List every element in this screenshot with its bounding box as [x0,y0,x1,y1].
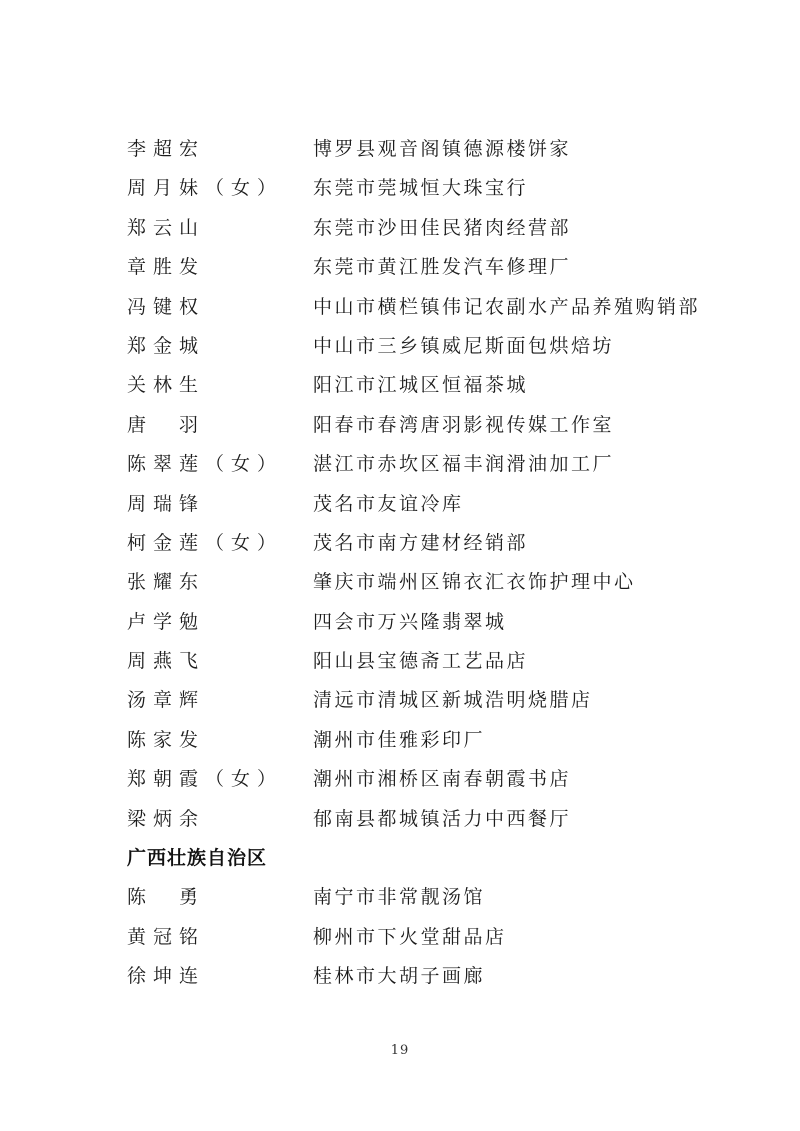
person-name: 汤章辉 [127,689,206,712]
person-name: 徐坤连 [127,965,206,988]
table-row [127,140,740,179]
table-row [127,770,740,809]
person-name: 关林生 [127,374,206,397]
organization-name: 中山市三乡镇威尼斯面包烘焙坊 [313,334,615,357]
organization-name: 潮州市佳雅彩印厂 [313,728,486,751]
organization-name: 清远市清城区新城浩明烧腊店 [313,689,593,712]
person-name: 郑金城 [127,334,206,357]
organization-name: 湛江市赤坎区福丰润滑油加工厂 [313,453,615,476]
organization-name: 阳江市江城区恒福茶城 [313,374,529,397]
roster-list [127,140,740,1007]
organization-name: 肇庆市端州区锦衣汇衣饰护理中心 [313,571,636,594]
table-row [127,531,740,573]
person-name: 陈家发 [127,728,206,751]
person-name: 周燕飞 [127,650,206,673]
table-row [127,967,740,1006]
person-name: 冯键权 [127,295,206,318]
table-row [127,455,740,494]
person-name: 黄冠铭 [127,925,206,948]
table-row [127,216,740,258]
organization-name: 东莞市莞城恒大珠宝行 [313,177,529,200]
person-name: 梁炳余 [127,807,206,830]
organization-name: 郁南县都城镇活力中西餐厅 [313,807,572,830]
table-row [127,413,740,455]
table-row [127,295,740,337]
person-name: 周月妹（女） [127,177,284,200]
table-row [127,492,740,534]
table-row [127,610,740,652]
person-name: 唐 羽 [127,413,206,436]
table-row [127,376,740,415]
organization-name: 潮州市湘桥区南春朝霞书店 [313,768,572,791]
table-row [127,925,740,967]
section-header: 广西壮族自治区 [127,847,268,870]
organization-name: 四会市万兴隆翡翠城 [313,610,507,633]
organization-name: 博罗县观音阁镇德源楼饼家 [313,138,572,160]
person-name: 张耀东 [127,571,206,594]
organization-name: 柳州市下火堂甜品店 [313,925,507,948]
person-name: 郑云山 [127,216,206,239]
organization-name: 阳山县宝德斋工艺品店 [313,650,529,673]
organization-name: 中山市横栏镇伟记农副水产品养殖购销部 [313,295,701,318]
person-name: 李超宏 [127,138,206,160]
table-row [127,728,740,770]
person-name: 陈翠莲（女） [127,453,284,476]
person-name: 柯金莲（女） [127,531,284,554]
person-name: 陈 勇 [127,886,206,909]
person-name: 章胜发 [127,256,206,279]
page-number: 19 [390,1043,410,1058]
table-row [127,334,740,376]
table-row [127,652,740,691]
organization-name: 茂名市友谊冷库 [313,492,464,515]
table-row [127,179,740,218]
organization-name: 南宁市非常靓汤馆 [313,886,486,909]
person-name: 卢学勉 [127,610,206,633]
organization-name: 茂名市南方建材经销部 [313,531,529,554]
organization-name: 东莞市沙田佳民猪肉经营部 [313,216,572,239]
table-row [127,888,740,927]
organization-name: 东莞市黄江胜发汽车修理厂 [313,256,572,279]
person-name: 郑朝霞（女） [127,768,284,791]
organization-name: 阳春市春湾唐羽影视传媒工作室 [313,413,615,436]
table-row [127,258,740,297]
organization-name: 桂林市大胡子画廊 [313,965,486,988]
table-row [127,573,740,612]
person-name: 周瑞锋 [127,492,206,515]
table-row [127,807,740,849]
table-row [127,691,740,730]
